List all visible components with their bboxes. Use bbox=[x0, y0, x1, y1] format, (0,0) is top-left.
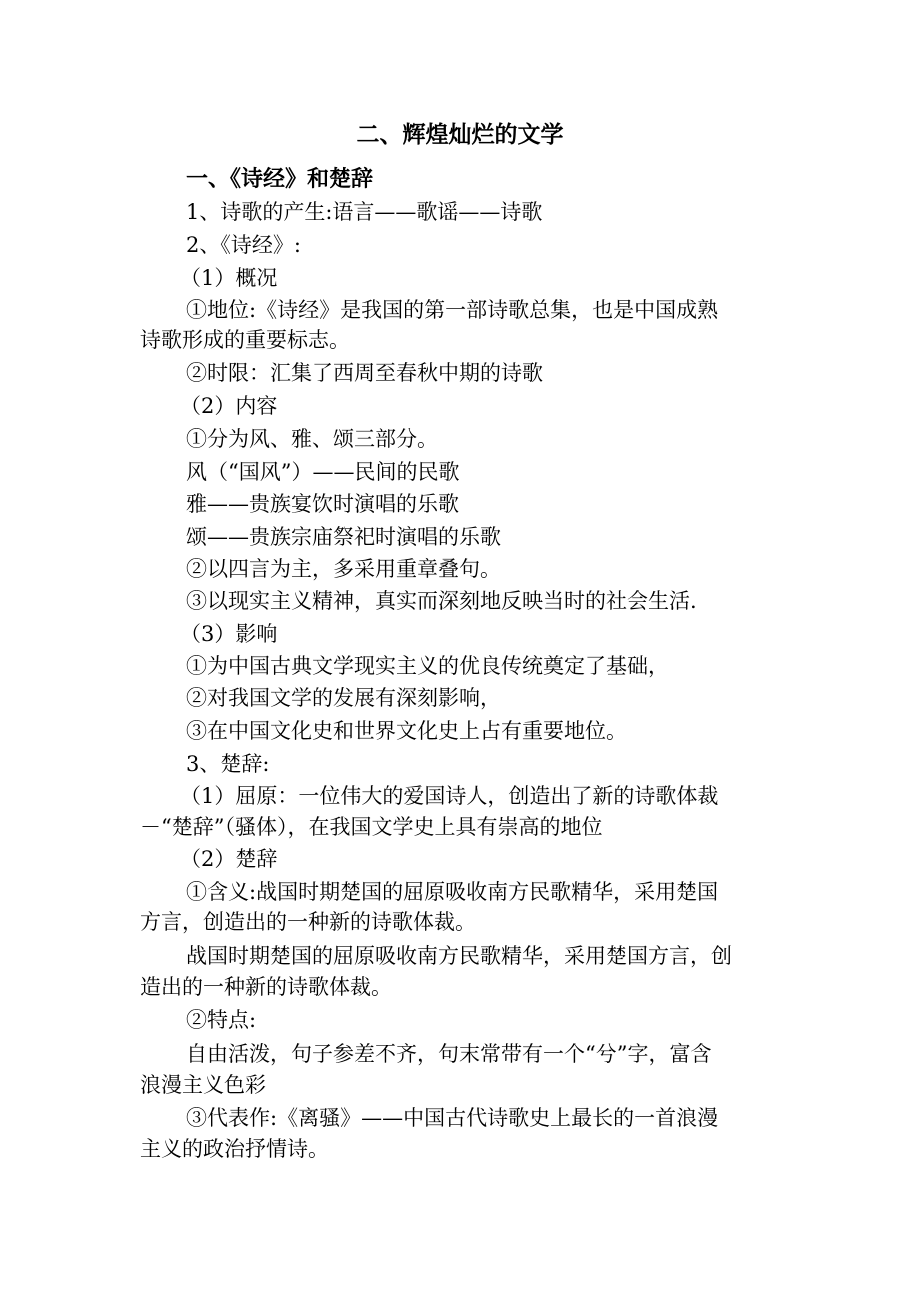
text-line: 雅——贵族宴饮时演唱的乐歌 bbox=[186, 492, 459, 516]
text-line: 自由活泼，句子参差不齐，句末常带有一个“兮”字，富含 bbox=[186, 1042, 712, 1066]
text-line: （3）影响 bbox=[180, 622, 278, 646]
text-line: －“楚辞”（骚体），在我国文学史上具有崇高的地位 bbox=[140, 815, 603, 839]
text-line: 颂——贵族宗庙祭祀时演唱的乐歌 bbox=[186, 525, 501, 549]
text-line: ①含义:战国时期楚国的屈原吸收南方民歌精华，采用楚国 bbox=[186, 880, 719, 904]
text-line: ③在中国文化史和世界文化史上占有重要地位。 bbox=[186, 719, 627, 743]
text-line: ②对我国文学的发展有深刻影响， bbox=[186, 686, 501, 710]
text-line: （2）楚辞 bbox=[180, 847, 278, 871]
text-line: 3、楚辞: bbox=[186, 752, 270, 776]
text-line: （2）内容 bbox=[180, 394, 278, 418]
text-line: 方言，创造出的一种新的诗歌体裁。 bbox=[140, 910, 476, 934]
section-heading: 一、《诗经》和楚辞 bbox=[186, 166, 374, 192]
text-line: 诗歌形成的重要标志。 bbox=[140, 328, 350, 352]
text-line: 浪漫主义色彩 bbox=[140, 1073, 266, 1097]
text-line: ②以四言为主，多采用重章叠句。 bbox=[186, 557, 501, 581]
text-line: （1）概况 bbox=[180, 266, 278, 290]
text-line: ①为中国古典文学现实主义的优良传统奠定了基础， bbox=[186, 654, 669, 678]
text-line: ③代表作:《离骚》——中国古代诗歌史上最长的一首浪漫 bbox=[186, 1106, 719, 1130]
text-line: 1、诗歌的产生:语言——歌谣——诗歌 bbox=[186, 200, 543, 224]
text-line: 战国时期楚国的屈原吸收南方民歌精华，采用楚国方言，创 bbox=[186, 944, 732, 968]
text-line: ①地位:《诗经》是我国的第一部诗歌总集，也是中国成熟 bbox=[186, 298, 719, 322]
document-title: 二、辉煌灿烂的文学 bbox=[356, 121, 564, 148]
text-line: 风（“国风”）——民间的民歌 bbox=[186, 460, 460, 484]
text-line: ②特点: bbox=[186, 1008, 257, 1032]
text-line: ①分为风、雅、颂三部分。 bbox=[186, 427, 438, 451]
text-line: ②时限：汇集了西周至春秋中期的诗歌 bbox=[186, 361, 543, 385]
text-line: 2、《诗经》: bbox=[186, 233, 301, 257]
text-line: 主义的政治抒情诗。 bbox=[140, 1137, 329, 1161]
text-line: 造出的一种新的诗歌体裁。 bbox=[140, 975, 392, 999]
text-line: （1）屈原：一位伟大的爱国诗人，创造出了新的诗歌体裁 bbox=[180, 784, 719, 808]
text-line: ③以现实主义精神，真实而深刻地反映当时的社会生活. bbox=[186, 589, 697, 613]
